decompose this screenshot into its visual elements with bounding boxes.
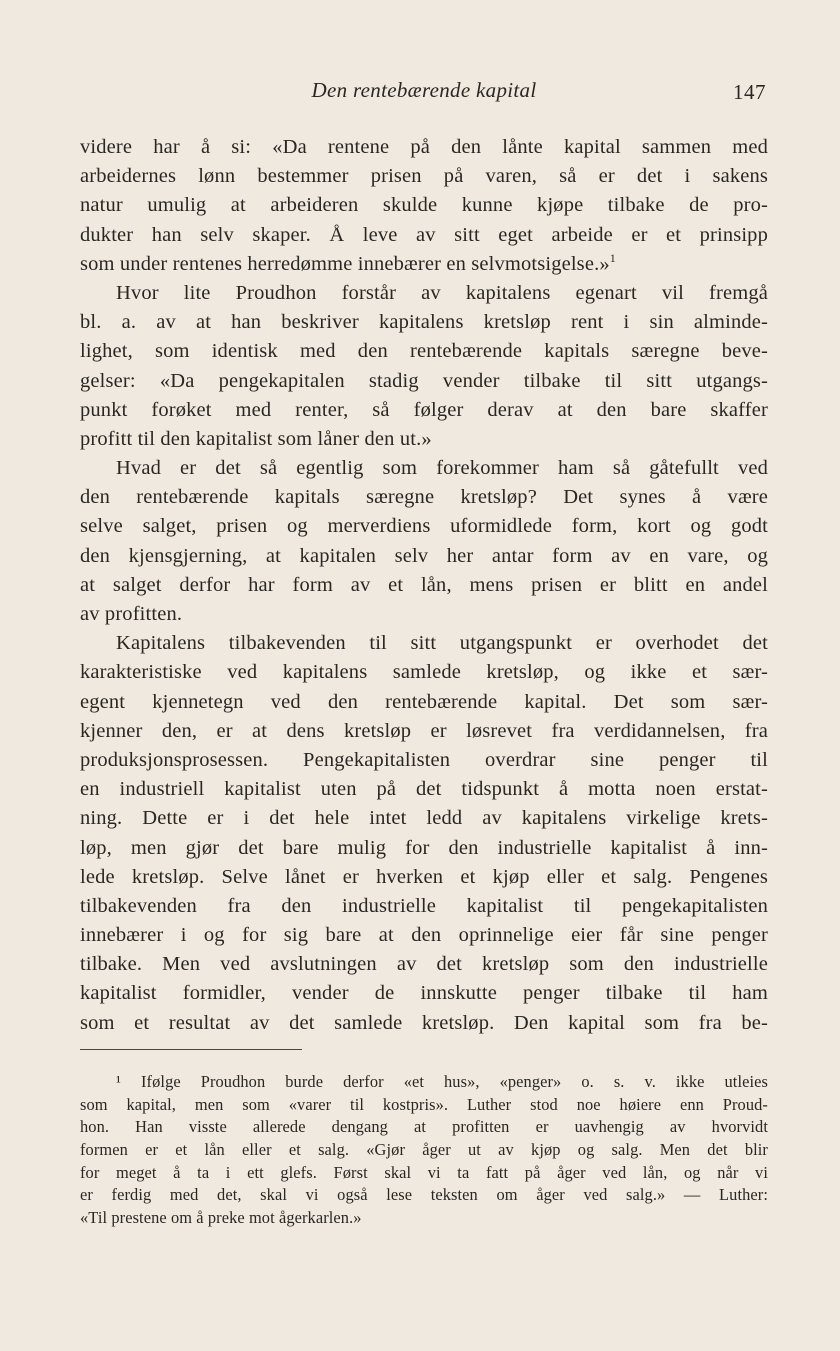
running-title: Den rentebærende kapital bbox=[311, 78, 537, 102]
text-line: gelser: «Da pengekapitalen stadig vender tilbake til sitt utgangs- bbox=[80, 369, 768, 392]
footnote-line: for meget å ta i ett glefs. Først skal vi ta fatt på åger ved lån, og når vi bbox=[80, 1162, 768, 1182]
footnote-divider bbox=[80, 1049, 302, 1050]
footnote-line: er ferdig med det, skal vi også lese teksten om åger ved salg.» — Luther: bbox=[80, 1185, 768, 1205]
footnote-line: hon. Han visste allerede dengang at profitten er uavhengig av hvorvidt bbox=[80, 1117, 768, 1137]
text-line: natur umulig at arbeideren skulde kunne kjøpe tilbake de pro- bbox=[80, 194, 768, 217]
text-line: ning. Dette er i det hele intet ledd av kapitalens virkelige krets- bbox=[80, 807, 768, 830]
page-number: 147 bbox=[733, 80, 766, 104]
running-header bbox=[80, 76, 768, 108]
text-line: den rentebærende kapitals særegne kretsløp? Det synes å være bbox=[80, 486, 768, 509]
text-line: Hvad er det så egentlig som forekommer ham så gåtefullt ved bbox=[116, 457, 768, 480]
text-line: som et resultat av det samlede kretsløp. Den kapital som fra be- bbox=[80, 1011, 768, 1034]
footnote-line: formen er et lån eller et salg. «Gjør åger ut av kjøp og salg. Men det blir bbox=[80, 1140, 768, 1160]
text-line: innebærer i og for sig bare at den oprinnelige eier får sine penger bbox=[80, 924, 768, 947]
text-line: tilbakevenden fra den industrielle kapitalist til pengekapitalisten bbox=[80, 894, 768, 917]
text-line: at salget derfor har form av et lån, mens prisen er blitt en andel bbox=[80, 573, 768, 596]
footnote-reference: 1 bbox=[609, 250, 616, 265]
text-line: profitt til den kapitalist som låner den ut.» bbox=[80, 427, 432, 450]
text-line: dukter han selv skaper. Å leve av sitt eget arbeide er et prinsipp bbox=[80, 223, 768, 246]
text-line: selve salget, prisen og merverdiens uformidlede form, kort og godt bbox=[80, 515, 768, 538]
text-line-with-footnote-ref bbox=[80, 250, 768, 279]
text-line: en industriell kapitalist uten på det tidspunkt å motta noen erstat- bbox=[80, 778, 768, 801]
text-line: bl. a. av at han beskriver kapitalens kretsløp rent i sin alminde- bbox=[80, 311, 768, 334]
text-line: Hvor lite Proudhon forstår av kapitalens egenart vil fremgå bbox=[116, 281, 768, 304]
text-line: lede kretsløp. Selve lånet er hverken et kjøp eller et salg. Pengenes bbox=[80, 865, 768, 888]
text-line: videre har å si: «Da rentene på den lånte kapital sammen med bbox=[80, 136, 768, 158]
text-line: produksjonsprosessen. Pengekapitalisten overdrar sine penger til bbox=[80, 748, 768, 771]
text-line: karakteristiske ved kapitalens samlede kretsløp, og ikke et sær- bbox=[80, 661, 768, 684]
footnote-line: som kapital, men som «varer til kostpris». Luther stod noe høiere enn Proud- bbox=[80, 1094, 768, 1114]
text-line: egent kjennetegn ved den rentebærende kapital. Det som sær- bbox=[80, 690, 768, 713]
footnote-line: ¹ Ifølge Proudhon burde derfor «et hus», «penger» o. s. v. ikke utleies bbox=[116, 1072, 768, 1091]
text-line: arbeidernes lønn bestemmer prisen på varen, så er det i sakens bbox=[80, 165, 768, 188]
text-line: løp, men gjør det bare mulig for den industrielle kapitalist å inn- bbox=[80, 836, 768, 859]
text-line: av profitten. bbox=[80, 603, 183, 625]
text-line: tilbake. Men ved avslutningen av det kretsløp som den industrielle bbox=[80, 953, 768, 976]
text-line: kjenner den, er at dens kretsløp er løsrevet fra verdidannelsen, fra bbox=[80, 719, 768, 742]
text-line: lighet, som identisk med den rentebærende kapitals særegne beve- bbox=[80, 340, 768, 363]
text-line: punkt forøket med renter, så følger derav at den bare skaffer bbox=[80, 398, 768, 421]
footnote bbox=[80, 1071, 768, 1230]
text-line-content: som under rentenes herredømme innebærer en selvmotsigelse.» bbox=[80, 252, 610, 275]
text-line: den kjensgjerning, at kapitalen selv her antar form av en vare, og bbox=[80, 544, 768, 567]
main-text bbox=[80, 133, 768, 1038]
footnote-line: «Til prestene om å preke mot ågerkarlen.» bbox=[80, 1208, 362, 1228]
text-line: Kapitalens tilbakevenden til sitt utgangspunkt er overhodet det bbox=[116, 632, 768, 655]
text-line: kapitalist formidler, vender de innskutte penger tilbake til ham bbox=[80, 982, 768, 1005]
